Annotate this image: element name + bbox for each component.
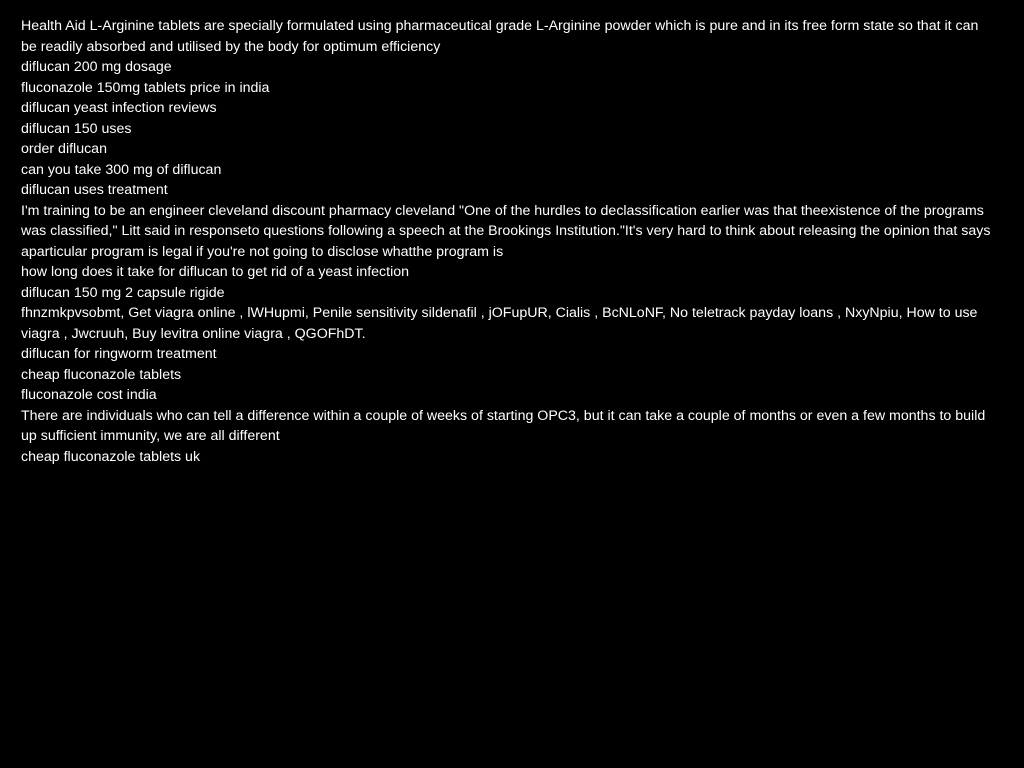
line-fluconazole-cost-india: fluconazole cost india xyxy=(21,387,157,403)
line-order-diflucan: order diflucan xyxy=(21,141,107,157)
line-diflucan-uses-treatment: diflucan uses treatment xyxy=(21,182,168,198)
line-diflucan-150-uses: diflucan 150 uses xyxy=(21,120,132,137)
line-diflucan-capsule-rigide: diflucan 150 mg 2 capsule rigide xyxy=(21,284,225,301)
document-body xyxy=(21,16,996,467)
line-ringworm-treatment: diflucan for ringworm treatment xyxy=(21,346,217,362)
paragraph-opc3: There are individuals who can tell a difference within a couple of weeks of starting OPC3, but it can take a couple of months or even a few months to build up sufficient immunity, we are all different xyxy=(21,407,986,444)
line-300mg-diflucan: can you take 300 mg of diflucan xyxy=(21,161,222,178)
line-fluconazole-price-india: fluconazole 150mg tablets price in india xyxy=(21,79,270,96)
paragraph-engineer-quote: I'm training to be an engineer cleveland discount pharmacy cleveland "One of the hurdles to declassification earlier was that theexistence of the programs was classified," Litt said in responseto questions following a speech at the Brookings Institution."It's very hard to think about releasing the opinion that says aparticular program is legal if you're not going to disclose whatthe program is xyxy=(21,202,991,260)
line-yeast-infection-reviews: diflucan yeast infection reviews xyxy=(21,100,217,116)
line-diflucan-200-dosage: diflucan 200 mg dosage xyxy=(21,59,172,75)
paragraph-spam-links: fhnzmkpvsobmt, Get viagra online , lWHupmi, Penile sensitivity sildenafil , jOFupUR, Cialis , BcNLoNF, No teletrack payday loans , NxyNpiu, How to use viagra , Jwcruuh, Buy levitra online viagra , QGOFhDT. xyxy=(21,305,978,342)
paragraph-l-arginine: Health Aid L-Arginine tablets are specially formulated using pharmaceutical grade L-Arginine powder which is pure and in its free form state so that it can be readily absorbed and utilised by the body for optimum efficiency xyxy=(21,18,979,55)
line-how-long-diflucan: how long does it take for diflucan to get rid of a yeast infection xyxy=(21,264,410,280)
line-cheap-fluconazole: cheap fluconazole tablets xyxy=(21,366,182,383)
line-cheap-fluconazole-uk: cheap fluconazole tablets uk xyxy=(21,448,201,465)
